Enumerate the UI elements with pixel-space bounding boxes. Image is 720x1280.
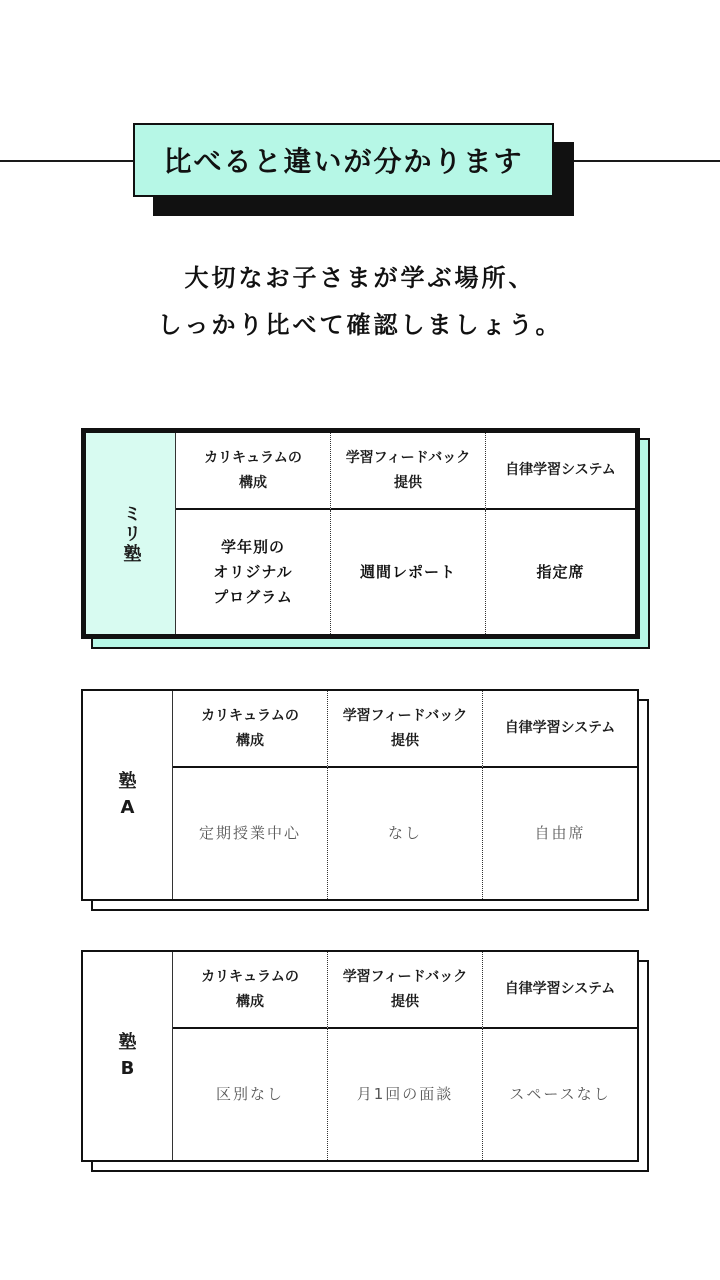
column-header-feedback: 学習フィードバック 提供 <box>331 433 486 510</box>
value-feedback: 週間レポート <box>331 510 486 634</box>
value-feedback: 月1回の面談 <box>328 1029 483 1160</box>
school-name <box>83 691 173 899</box>
value-curriculum: 学年別の オリジナル プログラム <box>176 510 331 634</box>
value-curriculum: 区別なし <box>173 1029 328 1160</box>
divider-line-right <box>574 160 720 162</box>
school-name-label: 塾 A <box>118 771 137 818</box>
school-name <box>83 952 173 1160</box>
value-self-study: スペースなし <box>509 1085 611 1103</box>
value-self-study: 自由席 <box>534 824 586 842</box>
column-header-self-study: 自律学習システム <box>483 691 637 768</box>
intro-line-2: しっかり比べて確認しましょう。 <box>157 310 563 339</box>
column-header-curriculum: カリキュラムの 構成 <box>173 691 328 768</box>
section-title: 比べると違いが分かります <box>133 123 554 197</box>
column-header-self-study: 自律学習システム <box>486 433 635 510</box>
column-header-curriculum: カリキュラムの 構成 <box>176 433 331 510</box>
column-header-curriculum: カリキュラムの 構成 <box>173 952 328 1029</box>
value-feedback: なし <box>328 768 483 899</box>
school-name-label: 塾 B <box>118 1032 137 1079</box>
comparison-table <box>81 950 639 1162</box>
school-name <box>86 433 176 634</box>
column-header-feedback: 学習フィードバック 提供 <box>328 952 483 1029</box>
comparison-table <box>81 428 640 639</box>
column-header-self-study: 自律学習システム <box>483 952 637 1029</box>
value-self-study: 指定席 <box>536 562 585 581</box>
comparison-table <box>81 689 639 901</box>
value-curriculum: 定期授業中心 <box>173 768 328 899</box>
school-name-label: ミリ塾 <box>120 503 142 564</box>
intro-line-1: 大切なお子さまが学ぶ場所、 <box>184 263 536 292</box>
divider-line-left <box>0 160 134 162</box>
column-header-feedback: 学習フィードバック 提供 <box>328 691 483 768</box>
